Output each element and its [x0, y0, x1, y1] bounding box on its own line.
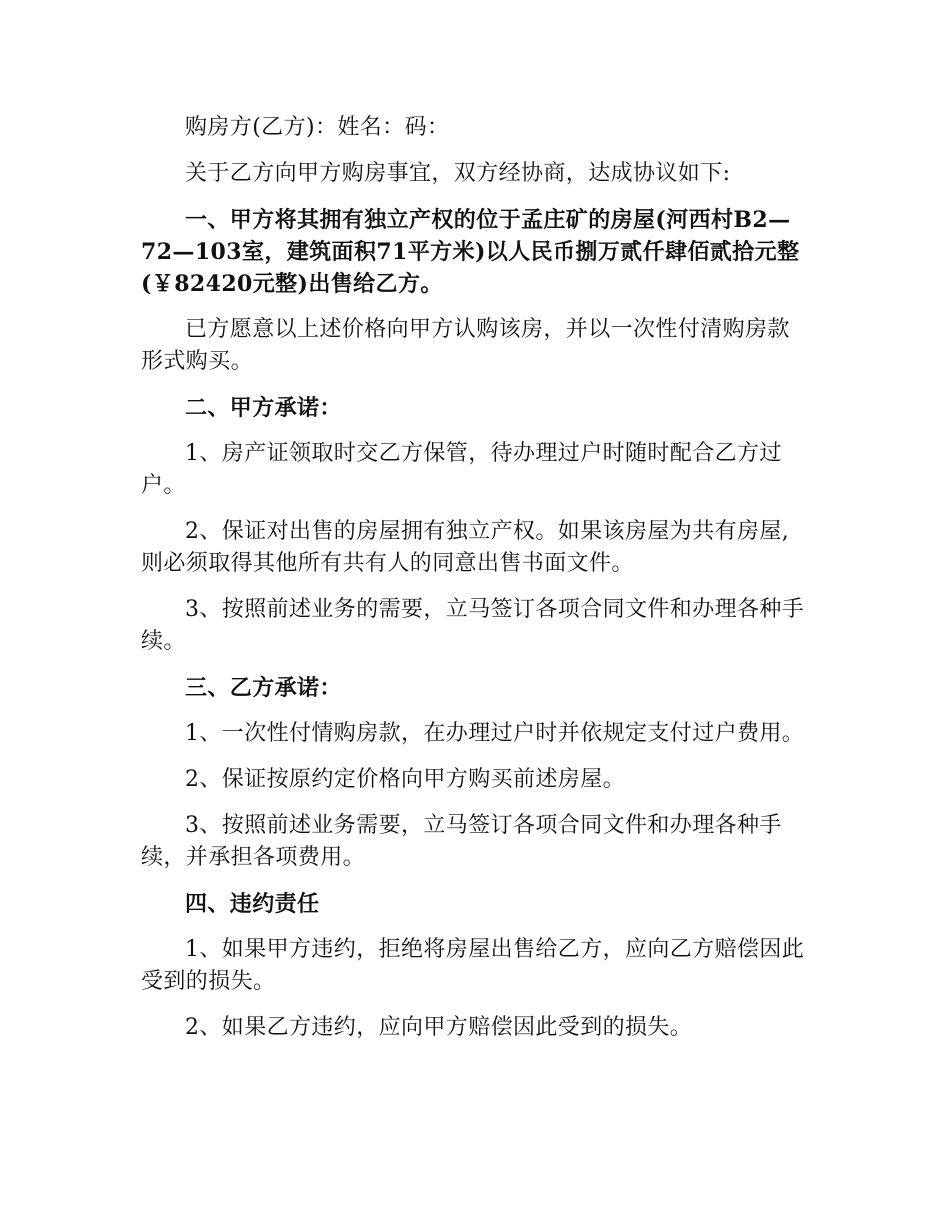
section-heading-buyer-commitments: 三、乙方承诺：: [185, 675, 342, 701]
breach-clause-2: 2、如果乙方违约，应向甲方赔偿因此受到的损失。: [185, 1015, 693, 1040]
seller-commitment-1: 1、房产证领取时交乙方保管，待办理过户时随时配合乙方过户。: [141, 441, 782, 498]
seller-commitment-2: 2、保证对出售的房屋拥有独立产权。如果该房屋为共有房屋,则必须取得其他所有共有人的同意出售书面文件。: [141, 519, 790, 576]
document-body: [141, 112, 811, 1058]
section-heading-breach-liability: 四、违约责任: [185, 891, 320, 917]
agreement-intro: 关于乙方向甲方购房事宜，双方经协商，达成协议如下:: [185, 161, 731, 186]
buyer-commitment-2: 2、保证按原约定价格向甲方购买前述房屋。: [185, 767, 625, 792]
buyer-consent-paragraph: 已方愿意以上述价格向甲方认购该房，并以一次性付清购房款形式购买。: [141, 317, 790, 374]
breach-clause-1: 1、如果甲方违约，拒绝将房屋出售给乙方，应向乙方赔偿因此受到的损失。: [141, 937, 805, 994]
buyer-commitment-1: 1、一次性付情购房款，在办理过户时并依规定支付过户费用。: [185, 721, 805, 746]
buyer-commitment-3: 3、按照前述业务需要，立马签订各项合同文件和办理各种手续，并承担各项费用。: [141, 813, 782, 870]
buyer-info-line: 购房方(乙方)：姓名：码：: [185, 115, 450, 140]
section-heading-seller-commitments: 二、甲方承诺：: [185, 395, 342, 421]
seller-commitment-3: 3、按照前述业务的需要，立马签订各项合同文件和办理各种手续。: [141, 597, 805, 654]
clause-one-sale-terms: 一、甲方将其拥有独立产权的位于孟庄矿的房屋(河西村B2—72—103室，建筑面积71平方米)以人民币捌万贰仟肆佰贰拾元整(￥82420元整)出售给乙方。: [141, 207, 800, 297]
